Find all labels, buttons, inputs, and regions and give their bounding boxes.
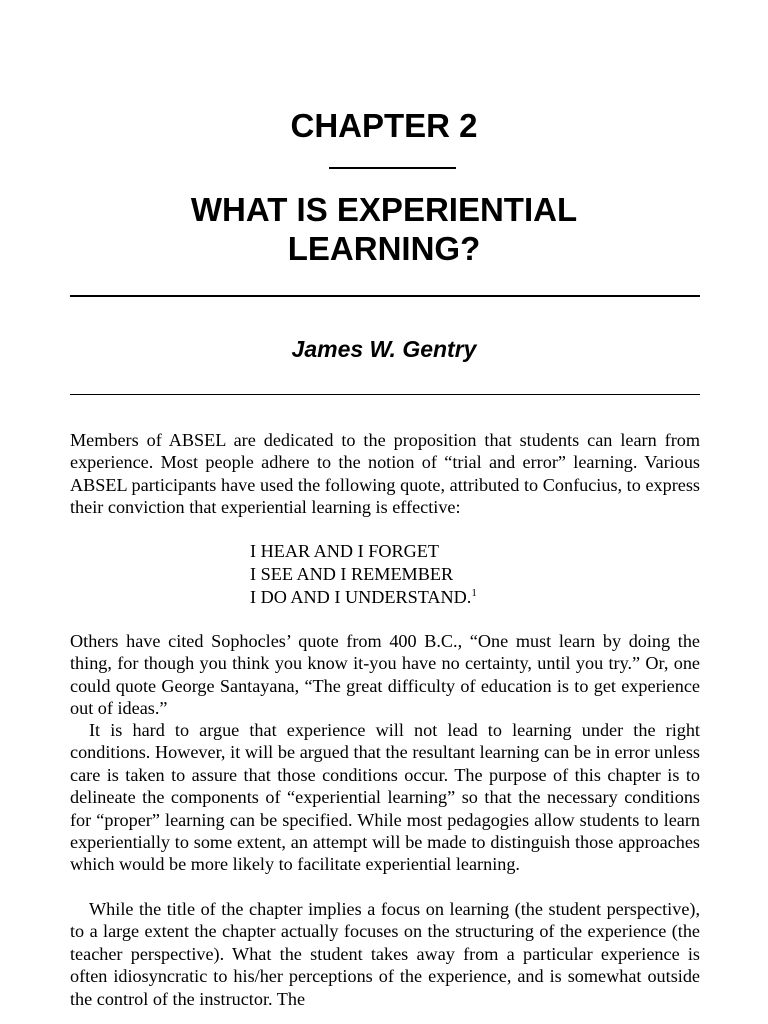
- quote-line-1: I HEAR AND I FORGET: [250, 541, 439, 561]
- chapter-label: CHAPTER 2: [290, 107, 478, 144]
- quote-line-3-text: I DO AND I UNDERSTAND.: [250, 587, 472, 607]
- quote-line-3: [250, 586, 650, 609]
- chapter-title-line-2: LEARNING?: [287, 230, 481, 267]
- author-name: James W. Gentry: [291, 336, 477, 362]
- author-bottom-rule: [70, 394, 700, 395]
- title-bottom-rule: [70, 295, 700, 297]
- chapter-title: [0, 190, 768, 268]
- paragraph-2: Others have cited Sophocles’ quote from 400 B.C., “One must learn by doing the thing, for though you think you know it-you have no certainty, until you try.” Or, one could quote George Santayana, “The great difficulty of education is to get experience out of ideas.”: [70, 631, 700, 719]
- paragraph-1: Members of ABSEL are dedicated to the proposition that students can learn from experience. Most people adhere to the notion of “trial and error” learning. Various ABSEL participants have used the following quote, attributed to Confucius, to express their conviction that experiential learning is effective:: [70, 430, 700, 518]
- quote-line-2: I SEE AND I REMEMBER: [250, 564, 454, 584]
- confucius-quote: [250, 540, 650, 609]
- chapter-title-line-1: WHAT IS EXPERIENTIAL: [190, 191, 578, 228]
- chapter-divider-rule: [329, 167, 456, 169]
- paragraph-3: It is hard to argue that experience will not lead to learning under the right conditions. However, it will be argued that the resultant learning can be in error unless care is taken to assure that those conditions occur. The purpose of this chapter is to delineate the components of “experiential learning” so that the necessary conditions for “proper” learning can be specified. While most pedagogies allow students to learn experientially to some extent, an attempt will be made to distinguish those approaches which would be more likely to facilitate experiential learning.: [70, 720, 700, 875]
- footnote-marker: 1: [471, 587, 477, 599]
- paragraph-4: While the title of the chapter implies a focus on learning (the student perspective), to a large extent the chapter actually focuses on the structuring of the experience (the teacher perspective). What the student takes away from a particular experience is often idiosyncratic to his/her perceptions of the experience, and is somewhat outside the control of the instructor. The: [70, 899, 700, 1009]
